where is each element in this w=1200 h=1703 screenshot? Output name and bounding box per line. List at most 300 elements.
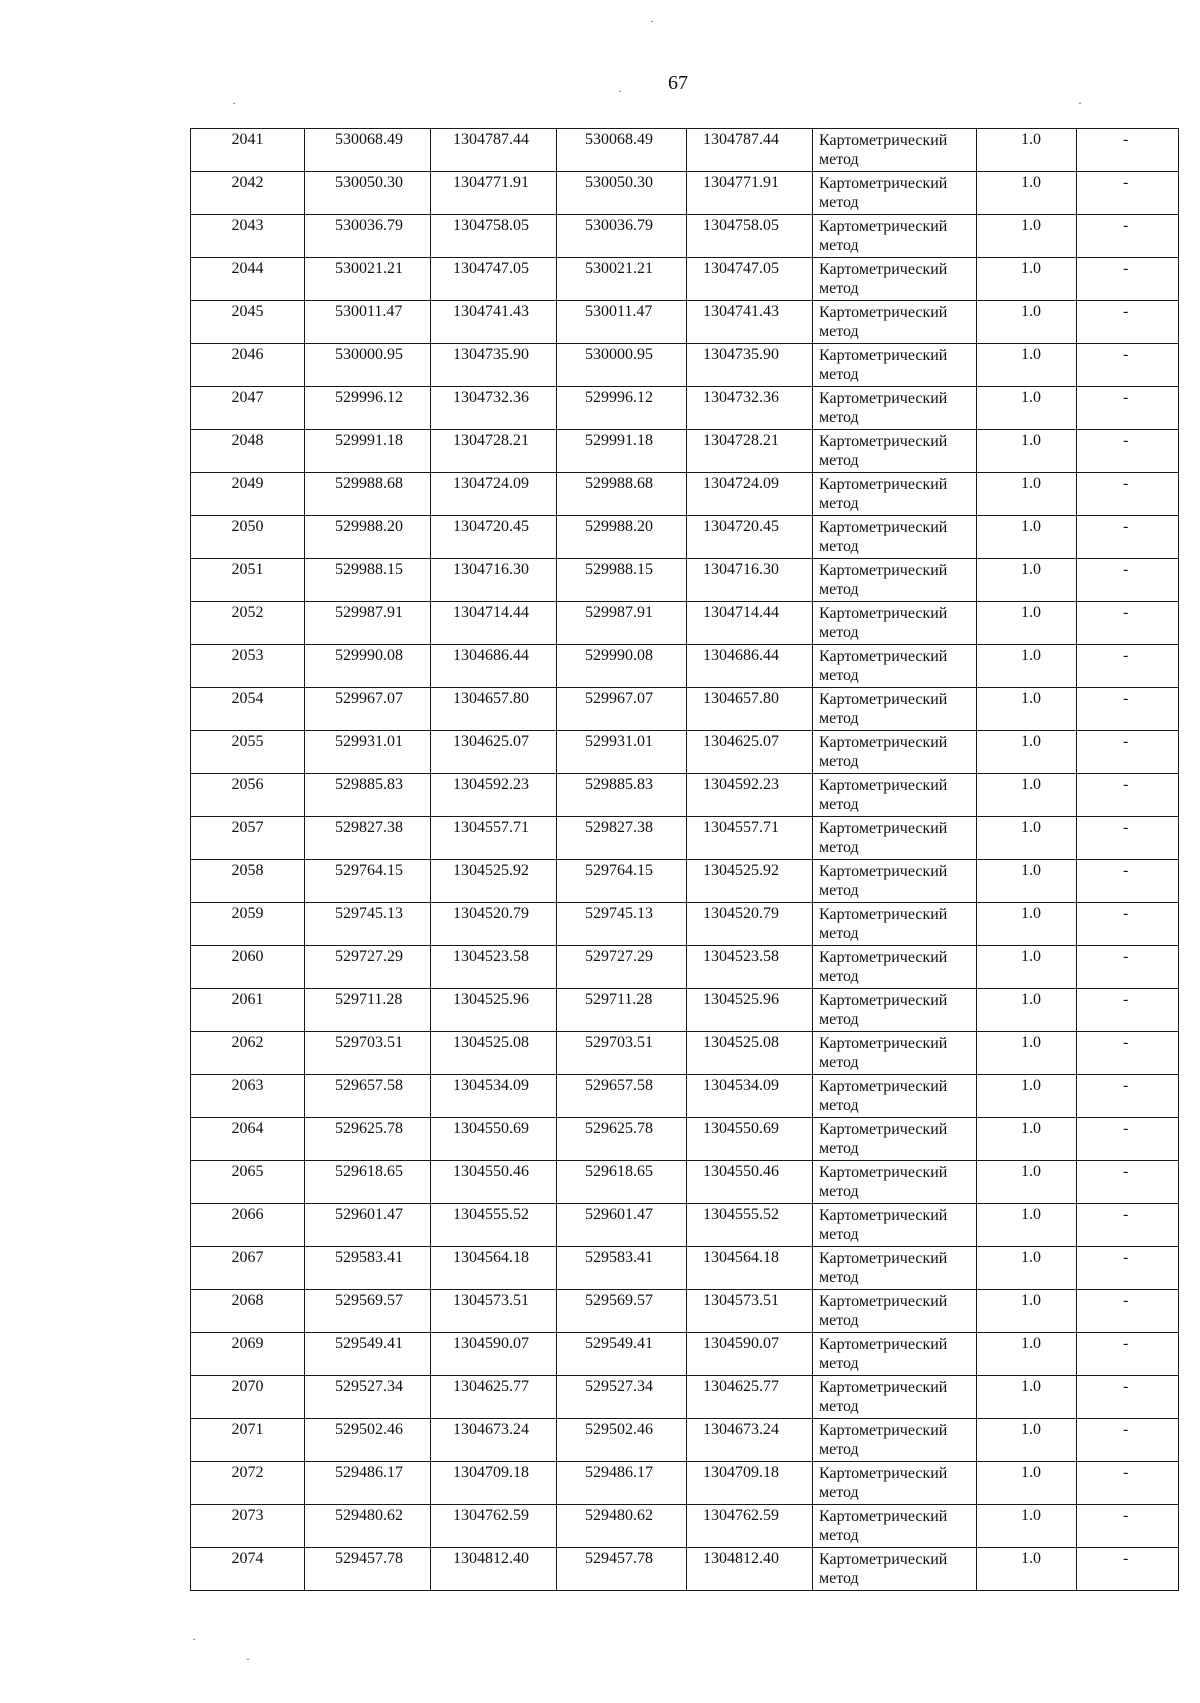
y-coordinate-cell	[687, 731, 813, 774]
note-cell	[1077, 258, 1179, 301]
x-coordinate-cell-text: 529991.18	[335, 432, 403, 449]
y-coordinate-cell	[687, 1419, 813, 1462]
note-cell	[1077, 1462, 1179, 1505]
x-coordinate-cell	[557, 1333, 687, 1376]
x-coordinate-cell-text: 529625.78	[335, 1120, 403, 1137]
x-coordinate-cell	[557, 387, 687, 430]
y-coordinate-cell-text: 1304758.05	[453, 217, 529, 234]
error-cell-text: 1.0	[1021, 776, 1041, 793]
x-coordinate-cell	[557, 989, 687, 1032]
x-coordinate-cell	[557, 1290, 687, 1333]
method-cell	[813, 1161, 977, 1204]
y-coordinate-cell	[431, 989, 557, 1032]
x-coordinate-cell-text: 529569.57	[335, 1292, 403, 1309]
x-coordinate-cell-text: 529486.17	[335, 1464, 403, 1481]
method-cell	[813, 688, 977, 731]
x-coordinate-cell-text: 529988.15	[585, 561, 653, 578]
point-number-cell-text: 2059	[231, 905, 264, 922]
x-coordinate-cell	[305, 989, 431, 1032]
y-coordinate-cell	[687, 903, 813, 946]
y-coordinate-cell	[431, 602, 557, 645]
x-coordinate-cell-text: 529711.28	[335, 991, 403, 1008]
x-coordinate-cell-text: 529727.29	[335, 948, 403, 965]
x-coordinate-cell-text: 529967.07	[585, 690, 653, 707]
method-cell-text: Картометрический метод	[819, 175, 948, 211]
method-cell-text: Картометрический метод	[819, 1164, 948, 1200]
table-row	[191, 559, 1179, 602]
x-coordinate-cell-text: 529885.83	[335, 776, 403, 793]
error-cell-text: 1.0	[1021, 905, 1041, 922]
error-cell-text: 1.0	[1021, 1550, 1041, 1567]
x-coordinate-cell	[557, 1118, 687, 1161]
method-cell-text: Картометрический метод	[819, 1293, 948, 1329]
x-coordinate-cell	[305, 387, 431, 430]
point-number-cell-text: 2051	[231, 561, 264, 578]
error-cell	[977, 516, 1077, 559]
table-row	[191, 1548, 1179, 1591]
method-cell-text: Картометрический метод	[819, 1551, 948, 1587]
note-cell-text: -	[1123, 690, 1129, 707]
note-cell-text: -	[1123, 1507, 1129, 1524]
y-coordinate-cell-text: 1304657.80	[703, 690, 779, 707]
x-coordinate-cell	[305, 1376, 431, 1419]
x-coordinate-cell-text: 529764.15	[335, 862, 403, 879]
x-coordinate-cell	[305, 301, 431, 344]
y-coordinate-cell	[687, 1333, 813, 1376]
point-number-cell	[191, 688, 305, 731]
x-coordinate-cell	[557, 215, 687, 258]
y-coordinate-cell-text: 1304747.05	[453, 260, 529, 277]
point-number-cell-text: 2062	[231, 1034, 264, 1051]
y-coordinate-cell-text: 1304741.43	[453, 303, 529, 320]
note-cell	[1077, 1505, 1179, 1548]
point-number-cell-text: 2073	[231, 1507, 264, 1524]
table-row	[191, 731, 1179, 774]
note-cell-text: -	[1123, 1077, 1129, 1094]
y-coordinate-cell	[431, 473, 557, 516]
note-cell-text: -	[1123, 776, 1129, 793]
x-coordinate-cell-text: 529990.08	[585, 647, 653, 664]
point-number-cell	[191, 1032, 305, 1075]
method-cell-text: Картометрический метод	[819, 777, 948, 813]
y-coordinate-cell-text: 1304709.18	[703, 1464, 779, 1481]
y-coordinate-cell	[687, 344, 813, 387]
note-cell-text: -	[1123, 346, 1129, 363]
point-number-cell-text: 2069	[231, 1335, 264, 1352]
y-coordinate-cell-text: 1304592.23	[453, 776, 529, 793]
table-body	[191, 129, 1179, 1591]
x-coordinate-cell	[305, 817, 431, 860]
table-row	[191, 301, 1179, 344]
scan-speck: ·	[618, 84, 622, 98]
x-coordinate-cell-text: 530000.95	[585, 346, 653, 363]
y-coordinate-cell	[431, 645, 557, 688]
error-cell	[977, 473, 1077, 516]
y-coordinate-cell	[431, 946, 557, 989]
error-cell-text: 1.0	[1021, 1077, 1041, 1094]
point-number-cell	[191, 1247, 305, 1290]
error-cell-text: 1.0	[1021, 948, 1041, 965]
point-number-cell	[191, 172, 305, 215]
note-cell-text: -	[1123, 518, 1129, 535]
error-cell	[977, 1161, 1077, 1204]
y-coordinate-cell	[431, 688, 557, 731]
y-coordinate-cell-text: 1304758.05	[703, 217, 779, 234]
point-number-cell-text: 2061	[231, 991, 264, 1008]
x-coordinate-cell	[557, 1161, 687, 1204]
x-coordinate-cell-text: 529931.01	[335, 733, 403, 750]
x-coordinate-cell	[305, 473, 431, 516]
x-coordinate-cell-text: 529987.91	[335, 604, 403, 621]
method-cell	[813, 1376, 977, 1419]
y-coordinate-cell	[431, 1333, 557, 1376]
y-coordinate-cell	[687, 774, 813, 817]
table-row	[191, 1161, 1179, 1204]
error-cell	[977, 1462, 1077, 1505]
note-cell	[1077, 946, 1179, 989]
y-coordinate-cell	[687, 1247, 813, 1290]
table-row	[191, 473, 1179, 516]
error-cell-text: 1.0	[1021, 174, 1041, 191]
error-cell	[977, 1075, 1077, 1118]
point-number-cell	[191, 774, 305, 817]
scan-speck: ·	[192, 1632, 196, 1646]
x-coordinate-cell	[305, 516, 431, 559]
y-coordinate-cell	[687, 860, 813, 903]
method-cell	[813, 344, 977, 387]
x-coordinate-cell-text: 529618.65	[335, 1163, 403, 1180]
note-cell	[1077, 774, 1179, 817]
y-coordinate-cell-text: 1304590.07	[703, 1335, 779, 1352]
note-cell	[1077, 602, 1179, 645]
error-cell-text: 1.0	[1021, 561, 1041, 578]
y-coordinate-cell	[431, 1118, 557, 1161]
x-coordinate-cell	[305, 1118, 431, 1161]
x-coordinate-cell	[557, 860, 687, 903]
note-cell-text: -	[1123, 1335, 1129, 1352]
method-cell	[813, 387, 977, 430]
y-coordinate-cell	[687, 172, 813, 215]
point-number-cell	[191, 344, 305, 387]
x-coordinate-cell-text: 530068.49	[335, 131, 403, 148]
point-number-cell	[191, 430, 305, 473]
method-cell	[813, 1118, 977, 1161]
method-cell-text: Картометрический метод	[819, 1508, 948, 1544]
y-coordinate-cell-text: 1304735.90	[703, 346, 779, 363]
y-coordinate-cell	[687, 946, 813, 989]
point-number-cell-text: 2048	[231, 432, 264, 449]
note-cell	[1077, 129, 1179, 172]
point-number-cell	[191, 1075, 305, 1118]
table-row	[191, 129, 1179, 172]
method-cell-text: Картометрический метод	[819, 863, 948, 899]
y-coordinate-cell-text: 1304728.21	[453, 432, 529, 449]
error-cell	[977, 258, 1077, 301]
note-cell	[1077, 172, 1179, 215]
y-coordinate-cell	[687, 1505, 813, 1548]
method-cell-text: Картометрический метод	[819, 949, 948, 985]
method-cell	[813, 602, 977, 645]
x-coordinate-cell	[557, 430, 687, 473]
y-coordinate-cell	[687, 516, 813, 559]
x-coordinate-cell-text: 529764.15	[585, 862, 653, 879]
point-number-cell-text: 2043	[231, 217, 264, 234]
error-cell	[977, 1247, 1077, 1290]
x-coordinate-cell	[557, 1462, 687, 1505]
error-cell	[977, 1032, 1077, 1075]
error-cell	[977, 129, 1077, 172]
x-coordinate-cell-text: 529480.62	[335, 1507, 403, 1524]
y-coordinate-cell-text: 1304709.18	[453, 1464, 529, 1481]
table-row	[191, 1118, 1179, 1161]
x-coordinate-cell-text: 530011.47	[335, 303, 403, 320]
error-cell-text: 1.0	[1021, 475, 1041, 492]
note-cell	[1077, 989, 1179, 1032]
x-coordinate-cell	[305, 129, 431, 172]
error-cell	[977, 602, 1077, 645]
error-cell	[977, 989, 1077, 1032]
error-cell	[977, 817, 1077, 860]
y-coordinate-cell-text: 1304520.79	[703, 905, 779, 922]
table-row	[191, 1505, 1179, 1548]
table-row	[191, 1333, 1179, 1376]
x-coordinate-cell	[557, 172, 687, 215]
error-cell-text: 1.0	[1021, 389, 1041, 406]
y-coordinate-cell-text: 1304735.90	[453, 346, 529, 363]
table-row	[191, 1247, 1179, 1290]
x-coordinate-cell-text: 529569.57	[585, 1292, 653, 1309]
y-coordinate-cell	[431, 903, 557, 946]
scan-speck: ·	[232, 96, 236, 110]
point-number-cell	[191, 860, 305, 903]
y-coordinate-cell-text: 1304525.96	[703, 991, 779, 1008]
point-number-cell-text: 2042	[231, 174, 264, 191]
table-row	[191, 1032, 1179, 1075]
point-number-cell-text: 2049	[231, 475, 264, 492]
point-number-cell-text: 2067	[231, 1249, 264, 1266]
x-coordinate-cell-text: 530021.21	[335, 260, 403, 277]
note-cell-text: -	[1123, 131, 1129, 148]
method-cell	[813, 989, 977, 1032]
note-cell-text: -	[1123, 1249, 1129, 1266]
point-number-cell	[191, 516, 305, 559]
y-coordinate-cell	[431, 1075, 557, 1118]
error-cell	[977, 430, 1077, 473]
point-number-cell	[191, 258, 305, 301]
x-coordinate-cell-text: 529502.46	[585, 1421, 653, 1438]
y-coordinate-cell	[687, 1462, 813, 1505]
method-cell	[813, 473, 977, 516]
y-coordinate-cell	[687, 258, 813, 301]
x-coordinate-cell-text: 530036.79	[585, 217, 653, 234]
method-cell-text: Картометрический метод	[819, 1465, 948, 1501]
note-cell-text: -	[1123, 1163, 1129, 1180]
y-coordinate-cell	[687, 559, 813, 602]
y-coordinate-cell-text: 1304787.44	[453, 131, 529, 148]
error-cell	[977, 1419, 1077, 1462]
note-cell-text: -	[1123, 991, 1129, 1008]
y-coordinate-cell-text: 1304732.36	[703, 389, 779, 406]
note-cell-text: -	[1123, 174, 1129, 191]
x-coordinate-cell	[557, 1032, 687, 1075]
method-cell-text: Картометрический метод	[819, 218, 948, 254]
table-row	[191, 1204, 1179, 1247]
note-cell	[1077, 645, 1179, 688]
error-cell	[977, 344, 1077, 387]
x-coordinate-cell	[305, 559, 431, 602]
table-row	[191, 946, 1179, 989]
point-number-cell	[191, 215, 305, 258]
table-row	[191, 430, 1179, 473]
point-number-cell-text: 2057	[231, 819, 264, 836]
y-coordinate-cell-text: 1304590.07	[453, 1335, 529, 1352]
y-coordinate-cell	[687, 1376, 813, 1419]
x-coordinate-cell	[305, 1333, 431, 1376]
x-coordinate-cell-text: 530021.21	[585, 260, 653, 277]
x-coordinate-cell	[305, 1290, 431, 1333]
y-coordinate-cell-text: 1304625.77	[703, 1378, 779, 1395]
note-cell-text: -	[1123, 303, 1129, 320]
x-coordinate-cell-text: 529827.38	[585, 819, 653, 836]
point-number-cell-text: 2063	[231, 1077, 264, 1094]
x-coordinate-cell-text: 529549.41	[585, 1335, 653, 1352]
point-number-cell-text: 2060	[231, 948, 264, 965]
method-cell-text: Картометрический метод	[819, 1121, 948, 1157]
x-coordinate-cell	[305, 215, 431, 258]
point-number-cell	[191, 1462, 305, 1505]
y-coordinate-cell	[431, 731, 557, 774]
note-cell	[1077, 430, 1179, 473]
x-coordinate-cell-text: 529988.20	[335, 518, 403, 535]
error-cell-text: 1.0	[1021, 862, 1041, 879]
method-cell	[813, 1204, 977, 1247]
point-number-cell-text: 2066	[231, 1206, 264, 1223]
error-cell	[977, 645, 1077, 688]
y-coordinate-cell-text: 1304557.71	[453, 819, 529, 836]
point-number-cell	[191, 473, 305, 516]
point-number-cell	[191, 1161, 305, 1204]
x-coordinate-cell	[305, 645, 431, 688]
y-coordinate-cell-text: 1304716.30	[703, 561, 779, 578]
error-cell-text: 1.0	[1021, 346, 1041, 363]
error-cell	[977, 215, 1077, 258]
y-coordinate-cell-text: 1304686.44	[453, 647, 529, 664]
error-cell-text: 1.0	[1021, 604, 1041, 621]
x-coordinate-cell-text: 529988.20	[585, 518, 653, 535]
note-cell	[1077, 688, 1179, 731]
error-cell	[977, 1333, 1077, 1376]
point-number-cell	[191, 1548, 305, 1591]
note-cell	[1077, 215, 1179, 258]
x-coordinate-cell-text: 530036.79	[335, 217, 403, 234]
point-number-cell-text: 2058	[231, 862, 264, 879]
y-coordinate-cell-text: 1304555.52	[453, 1206, 529, 1223]
note-cell-text: -	[1123, 217, 1129, 234]
x-coordinate-cell	[557, 1505, 687, 1548]
y-coordinate-cell	[687, 129, 813, 172]
note-cell	[1077, 1419, 1179, 1462]
method-cell-text: Картометрический метод	[819, 304, 948, 340]
point-number-cell-text: 2068	[231, 1292, 264, 1309]
note-cell	[1077, 731, 1179, 774]
point-number-cell	[191, 1118, 305, 1161]
y-coordinate-cell	[687, 215, 813, 258]
x-coordinate-cell	[557, 559, 687, 602]
x-coordinate-cell	[557, 1075, 687, 1118]
error-cell	[977, 860, 1077, 903]
error-cell-text: 1.0	[1021, 1335, 1041, 1352]
method-cell-text: Картометрический метод	[819, 132, 948, 168]
error-cell-text: 1.0	[1021, 432, 1041, 449]
y-coordinate-cell-text: 1304673.24	[703, 1421, 779, 1438]
error-cell	[977, 774, 1077, 817]
x-coordinate-cell	[557, 774, 687, 817]
x-coordinate-cell-text: 529996.12	[585, 389, 653, 406]
x-coordinate-cell-text: 529457.78	[335, 1550, 403, 1567]
method-cell-text: Картометрический метод	[819, 648, 948, 684]
error-cell-text: 1.0	[1021, 1206, 1041, 1223]
error-cell-text: 1.0	[1021, 217, 1041, 234]
method-cell	[813, 1333, 977, 1376]
y-coordinate-cell-text: 1304686.44	[703, 647, 779, 664]
y-coordinate-cell-text: 1304625.07	[453, 733, 529, 750]
x-coordinate-cell-text: 529527.34	[585, 1378, 653, 1395]
method-cell	[813, 215, 977, 258]
y-coordinate-cell-text: 1304523.58	[703, 948, 779, 965]
note-cell	[1077, 1376, 1179, 1419]
y-coordinate-cell	[431, 301, 557, 344]
method-cell-text: Картометрический метод	[819, 1207, 948, 1243]
point-number-cell-text: 2046	[231, 346, 264, 363]
note-cell-text: -	[1123, 819, 1129, 836]
note-cell-text: -	[1123, 1550, 1129, 1567]
point-number-cell	[191, 1419, 305, 1462]
x-coordinate-cell-text: 529583.41	[585, 1249, 653, 1266]
y-coordinate-cell	[687, 1118, 813, 1161]
method-cell	[813, 1290, 977, 1333]
table-row	[191, 774, 1179, 817]
error-cell-text: 1.0	[1021, 690, 1041, 707]
point-number-cell	[191, 1204, 305, 1247]
point-number-cell	[191, 1376, 305, 1419]
note-cell	[1077, 473, 1179, 516]
x-coordinate-cell-text: 529988.68	[585, 475, 653, 492]
y-coordinate-cell	[687, 1290, 813, 1333]
point-number-cell	[191, 946, 305, 989]
table-row	[191, 860, 1179, 903]
y-coordinate-cell	[687, 387, 813, 430]
method-cell	[813, 258, 977, 301]
method-cell-text: Картометрический метод	[819, 992, 948, 1028]
point-number-cell-text: 2056	[231, 776, 264, 793]
y-coordinate-cell	[431, 1247, 557, 1290]
y-coordinate-cell-text: 1304812.40	[703, 1550, 779, 1567]
y-coordinate-cell-text: 1304724.09	[453, 475, 529, 492]
error-cell	[977, 946, 1077, 989]
method-cell-text: Картометрический метод	[819, 519, 948, 555]
y-coordinate-cell	[431, 1161, 557, 1204]
method-cell-text: Картометрический метод	[819, 390, 948, 426]
method-cell-text: Картометрический метод	[819, 1078, 948, 1114]
x-coordinate-cell	[557, 817, 687, 860]
scan-speck: ·	[1078, 96, 1082, 110]
y-coordinate-cell	[431, 1462, 557, 1505]
error-cell-text: 1.0	[1021, 1292, 1041, 1309]
y-coordinate-cell	[687, 645, 813, 688]
x-coordinate-cell-text: 529657.58	[335, 1077, 403, 1094]
x-coordinate-cell	[305, 946, 431, 989]
table-row	[191, 989, 1179, 1032]
